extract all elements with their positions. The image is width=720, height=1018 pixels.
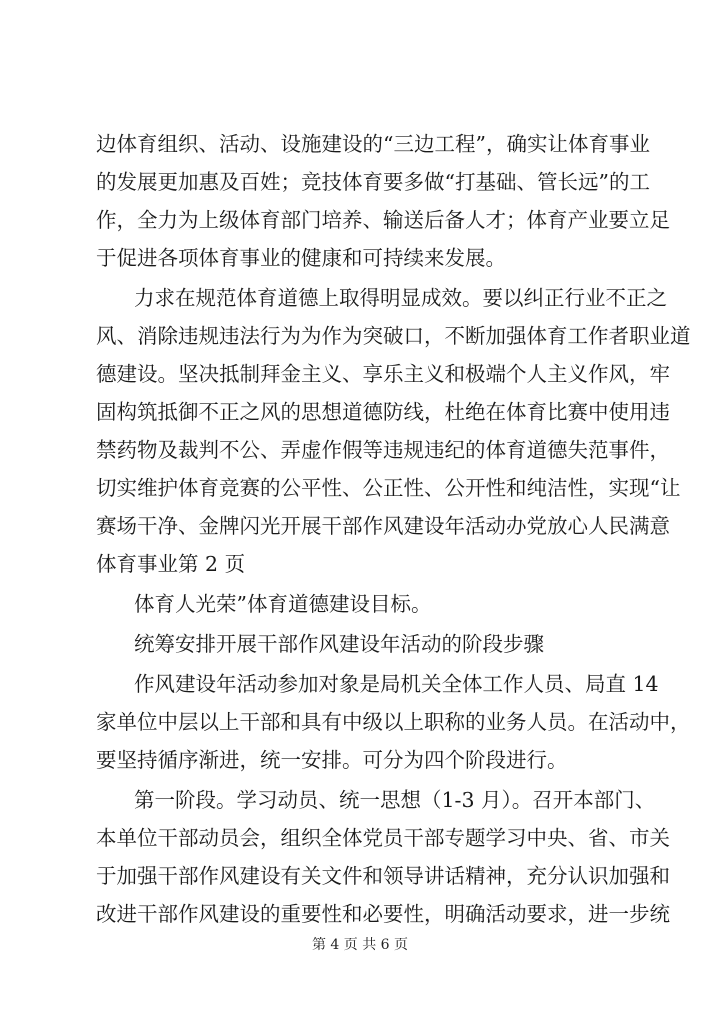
text-line: 力求在规范体育道德上取得明显成效。要以纠正行业不正之 [134,286,667,310]
text-line: 第一阶段。学习动员、统一思想（1-3 月）。召开本部门、 [134,788,656,812]
text-line: 德建设。坚决抵制拜金主义、享乐主义和极端个人主义作风，牢 [96,362,670,386]
text-line: 于加强干部作风建设有关文件和领导讲话精神，充分认识加强和 [96,864,670,888]
text-line: 赛场干净、金牌闪光开展干部作风建设年活动办党放心人民满意 [96,514,670,538]
text-line: 要坚持循序渐进，统一安排。可分为四个阶段进行。 [96,748,568,772]
text-line: 固构筑抵御不正之风的思想道德防线，杜绝在体育比赛中使用违 [96,400,670,424]
text-line: 体育事业第 2 页 [96,552,246,576]
text-line: 边体育组织、活动、设施建设的“三边工程”，确实让体育事业 [96,132,650,156]
text-line: 风、消除违规违法行为为作为突破口，不断加强体育工作者职业道 [96,324,691,348]
text-line: 改进干部作风建设的重要性和必要性，明确活动要求，进一步统 [96,902,670,926]
text-line: 作，全力为上级体育部门培养、输送后备人才；体育产业要立足 [96,208,670,232]
page-number-footer: 第 4 页 共 6 页 [311,937,409,953]
text-line: 切实维护体育竞赛的公平性、公正性、公开性和纯洁性，实现“让 [96,476,681,500]
text-line: 家单位中层以上干部和具有中级以上职称的业务人员。在活动中， [96,710,691,734]
text-line: 禁药物及裁判不公、弄虚作假等违规违纪的体育道德失范事件， [96,438,670,462]
text-line: 于促进各项体育事业的健康和可持续来发展。 [96,246,506,270]
text-line: 的发展更加惠及百姓；竞技体育要多做“打基础、管长远”的工 [96,170,650,194]
text-line: 作风建设年活动参加对象是局机关全体工作人员、局直 14 [134,672,659,696]
section-heading: 统筹安排开展干部作风建设年活动的阶段步骤 [134,632,544,656]
text-line: 本单位干部动员会，组织全体党员干部专题学习中央、省、市关 [96,826,670,850]
text-line: 体育人光荣”体育道德建设目标。 [134,592,432,616]
